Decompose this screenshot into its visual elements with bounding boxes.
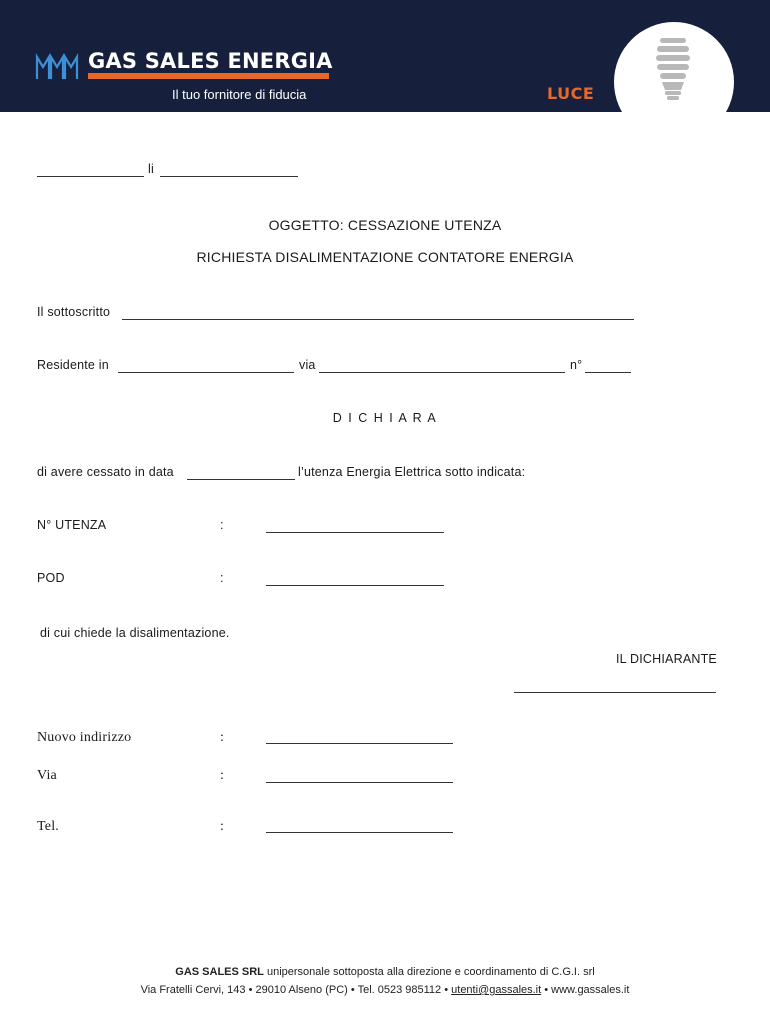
declarant-label: IL DICHIARANTE [616, 652, 717, 666]
place-date-separator: li [148, 162, 154, 176]
ceased-suffix: l’utenza Energia Elettrica sotto indicata: [298, 465, 526, 479]
footer-company: GAS SALES SRL [175, 966, 264, 978]
date-blank[interactable] [160, 176, 298, 177]
pod-blank[interactable] [266, 585, 444, 586]
footer-email-link[interactable]: utenti@gassales.it [451, 984, 542, 996]
resident-street-blank[interactable] [319, 372, 565, 373]
new-address-colon: : [220, 730, 225, 745]
brand-name: GAS SALES ENERGIA [88, 49, 333, 73]
declares-heading: D I C H I A R A [332, 411, 438, 425]
via-label: via [299, 358, 316, 372]
disconnection-text: di cui chiede la disalimentazione. [40, 626, 230, 640]
letterhead-header [0, 0, 770, 112]
footer-company-note: unipersonale sottoposta alla direzione e coordinamento di C.G.I. srl [266, 966, 595, 978]
product-label: LUCE [547, 84, 595, 103]
ceased-prefix: di avere cessato in data [37, 465, 174, 479]
pod-colon: : [220, 571, 224, 585]
utenza-label: N° UTENZA [37, 518, 107, 532]
place-blank[interactable] [37, 176, 144, 177]
utenza-blank[interactable] [266, 532, 444, 533]
ceased-date-blank[interactable] [187, 479, 295, 480]
signature-blank[interactable] [514, 692, 716, 693]
new-address-blank[interactable] [266, 743, 453, 744]
street-label: Via [37, 768, 57, 783]
phone-colon: : [220, 819, 225, 834]
undersigned-blank[interactable] [122, 319, 634, 320]
phone-label: Tel. [37, 819, 59, 834]
brand-tagline: Il tuo fornitore di fiducia [172, 87, 307, 102]
number-label: n° [570, 358, 583, 372]
light-bulb-icon [650, 36, 696, 102]
street-blank[interactable] [266, 782, 453, 783]
new-address-label: Nuovo indirizzo [37, 730, 132, 745]
street-colon: : [220, 768, 225, 783]
subject-heading: OGGETTO: CESSAZIONE UTENZA [268, 217, 502, 233]
footer-contact-line [0, 984, 770, 996]
resident-number-blank[interactable] [585, 372, 631, 373]
gas-sales-logo-icon [35, 53, 81, 81]
pod-label: POD [37, 571, 65, 585]
resident-label: Residente in [37, 358, 109, 372]
footer-address: Via Fratelli Cervi, 143 • 29010 Alseno (PC) • Tel. 0523 985112 • [140, 984, 449, 996]
footer-company-line [0, 966, 770, 978]
resident-city-blank[interactable] [118, 372, 294, 373]
brand-underline [88, 73, 329, 79]
undersigned-label: Il sottoscritto [37, 305, 111, 319]
phone-blank[interactable] [266, 832, 453, 833]
utenza-colon: : [220, 518, 224, 532]
footer-website[interactable]: • www.gassales.it [544, 984, 630, 996]
request-heading: RICHIESTA DISALIMENTAZIONE CONTATORE ENERGIA [196, 249, 574, 265]
